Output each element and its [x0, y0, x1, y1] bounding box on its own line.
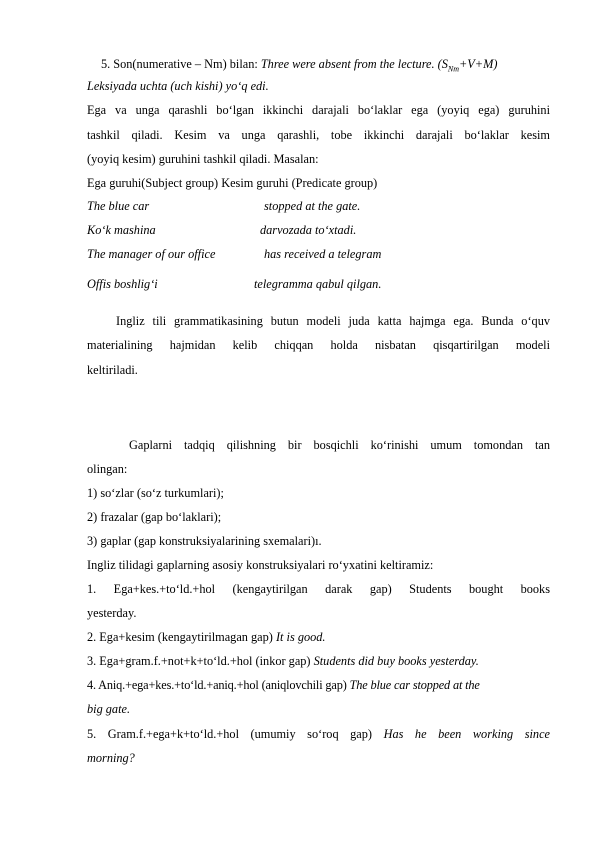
stage-item: 2) frazalar (gap bo‘laklari); [87, 510, 222, 524]
construction-2-example: It is good. [275, 630, 326, 644]
analysis-line-2: olingan: [87, 462, 128, 476]
construction-4: 4. Aniq.+ega+kes.+to‘ld.+aniq.+hol (aniqlovchili gap) The blue car stopped at the [87, 678, 480, 692]
construction-5-example: Has he been working since [383, 727, 550, 741]
item-5-translation: Leksiyada uchta (uch kishi) yo‘q edi. [87, 79, 269, 93]
construction-2: 2. Ega+kesim (kengaytirilmagan gap) It is good. [87, 630, 326, 644]
intro-line-1: Ega va unga qarashli bo‘lgan ikkinchi darajali bo‘laklar ega (yoyiq ega) guruhini [87, 103, 550, 117]
example-left-4: Offis boshlig‘i [87, 277, 158, 291]
construction-4-example-cont: big gate. [87, 702, 131, 716]
stage-item: 1) so‘zlar (so‘z turkumlari); [87, 486, 224, 500]
intro-line-2: tashkil qiladi. Kesim va unga qarashli, tobe ikkinchi darajali bo‘laklar kesim [87, 128, 550, 142]
construction-4-example: The blue car stopped at the [349, 678, 480, 692]
groups-header: Ega guruhi(Subject group) Kesim guruhi (Predicate group) [87, 176, 378, 190]
construction-1-line-2: yesterday. [87, 606, 137, 620]
construction-5-example-cont: morning? [87, 751, 135, 765]
intro-line-3: (yoyiq kesim) guruhini tashkil qiladi. Masalan: [87, 152, 319, 166]
constructions-intro: Ingliz tilidagi gaplarning asosiy konstruksiyalari ro‘yxatini keltiramiz: [87, 558, 434, 572]
example-right-3: has received a telegram [264, 247, 382, 261]
example-left-1: The blue car [87, 199, 150, 213]
example-left-2: Ko‘k mashina [87, 223, 156, 237]
construction-3-example: Students did buy books yesterday. [313, 654, 479, 668]
item-5-example: Three were absent from the lecture. $(S_{Nm}+V+M)$ [260, 57, 498, 74]
model-line-3: keltiriladi. [87, 363, 138, 377]
model-line-1: Ingliz tili grammatikasining butun modeli juda katta hajmga ega. Bunda o‘quv [116, 314, 550, 328]
model-line-2: materialining hajmidan kelib chiqqan holda nisbatan qisqartirilgan modeli [87, 338, 550, 352]
example-right-2: darvozada to‘xtadi. [260, 223, 357, 237]
item-5-lead: 5. Son(numerative – Nm) bilan: [101, 57, 261, 71]
example-right-1: stopped at the gate. [264, 199, 361, 213]
stage-item: 3) gaplar (gap konstruksiyalarining sxemalari)ı. [87, 534, 322, 548]
construction-3: 3. Ega+gram.f.+not+k+to‘ld.+hol (inkor gap) Students did buy books yesterday. [87, 654, 479, 668]
analysis-line-1: Gaplarni tadqiq qilishning bir bosqichli ko‘rinishi umum tomondan tan [129, 438, 550, 452]
example-right-4: telegramma qabul qilgan. [254, 277, 382, 291]
construction-1-line-1: 1. Ega+kes.+to‘ld.+hol (kengaytirilgan darak gap) Students bought books [87, 582, 550, 596]
item-5-line [101, 56, 550, 77]
example-left-3: The manager of our office [87, 247, 216, 261]
construction-5: 5. Gram.f.+ega+k+to‘ld.+hol (umumiy so‘roq gap) Has he been working since [87, 727, 550, 741]
